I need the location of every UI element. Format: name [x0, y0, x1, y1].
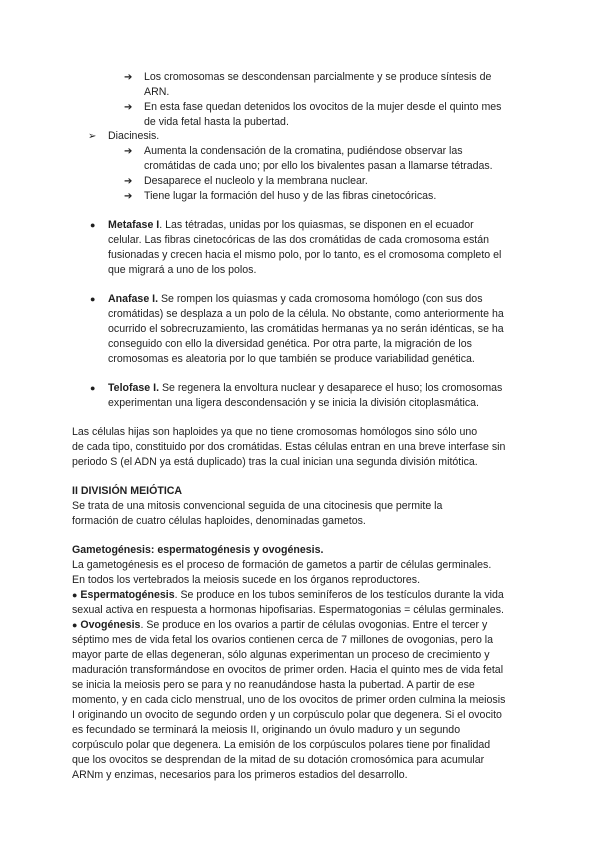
term-bold: Telofase I.	[108, 382, 160, 394]
paragraph-line: La gametogénesis es el proceso de formación de gametos a partir de células germinales.	[72, 559, 492, 571]
paragraph-line: formación de cuatro células haploides, denominadas gametos.	[72, 515, 366, 527]
list-item-text: Tiene lugar la formación del huso y de las fibras cinetocóricas.	[144, 190, 437, 202]
list-item-text: cromátidas de cada uno; por ello los bivalentes pasan a llamarse tétradas.	[144, 160, 493, 172]
paragraph-line: I originando un ovocito de segundo orden y un corpúsculo polar que degenera. Si el ovocito	[72, 709, 502, 721]
paragraph-line: séptimo mes de vida fetal los ovarios contienen cerca de 7 millones de ovogonias, pero la	[72, 634, 494, 646]
round-bullet-icon: ●	[90, 383, 96, 393]
paragraph-line: conseguido con ello la diversidad genética. Por otra parte, la migración de los	[108, 338, 472, 350]
list-item-text: de vida fetal hasta la pubertad.	[144, 116, 289, 128]
paragraph-line: Anafase I. Se rompen los quiasmas y cada cromosoma homólogo (con sus dos	[108, 293, 483, 305]
arrow-bullet-icon: ➔	[124, 176, 133, 187]
list-item-text: Desaparece el nucleolo y la membrana nuclear.	[144, 175, 368, 187]
paragraph-line: es fecundado se terminará la meiosis II, originando un óvulo maduro y un segundo	[72, 724, 461, 736]
round-bullet-icon: ●	[90, 294, 96, 304]
paragraph-line: experimentan una ligera descondensación y se inicia la división citoplasmática.	[108, 397, 479, 409]
paragraph-line: Las células hijas son haploides ya que no tiene cromosomas homólogos sino sólo uno	[72, 426, 478, 438]
paragraph-line: Metafase I. Las tétradas, unidas por los quiasmas, se disponen en el ecuador	[108, 219, 474, 231]
list-item-text: Aumenta la condensación de la cromatina, pudiéndose observar las	[144, 145, 463, 157]
round-bullet-icon: ●	[72, 590, 78, 600]
paragraph-line: corpúsculo polar que degenera. La emisión de los corpúsculos polares tiene por finalidad	[72, 739, 491, 751]
list-item-text: ARN.	[144, 86, 170, 98]
paragraph-line: de cada tipo, constituido por dos cromátidas. Estas células entran en una breve interfase sin	[72, 441, 506, 453]
round-bullet-icon: ●	[90, 220, 96, 230]
paragraph-line: periodo S (el ADN ya está duplicado) tras la cual inician una segunda división mitótica.	[72, 456, 478, 468]
paragraph-line: En todos los vertebrados la meiosis sucede en los órganos reproductores.	[72, 574, 421, 586]
arrow-bullet-icon: ➔	[124, 146, 133, 157]
paragraph-line: se inicia la meiosis pero se para y no reanudándose hasta la pubertad. A partir de ese	[72, 679, 475, 691]
paragraph-line: cromátidas) se desplaza a un polo de la célula. No obstante, como anteriormente ha	[108, 308, 504, 320]
paragraph-line: Se trata de una mitosis convencional seguida de una citocinesis que permite la	[72, 500, 443, 512]
term-bold: Metafase I	[108, 219, 160, 231]
chevron-bullet-icon: ➢	[88, 131, 97, 142]
term-bold: Anafase I.	[108, 293, 159, 305]
paragraph-line: cromosomas es aleatoria por lo que también se produce variabilidad genética.	[108, 353, 475, 365]
arrow-bullet-icon: ➔	[124, 72, 133, 83]
arrow-bullet-icon: ➔	[124, 102, 133, 113]
paragraph-line: ocurrido el sobrecruzamiento, las cromátidas hermanas ya no serán idénticas, se ha	[108, 323, 504, 335]
paragraph-line: que los ovocitos se desprendan de la mitad de su dotación cromosómica para acumular	[72, 754, 485, 766]
paragraph-line: maduración transformándose en ovocitos de primer orden. Hacia el quinto mes de vida fetal	[72, 664, 504, 676]
term-bold: Espermatogénesis	[80, 589, 175, 601]
term-bold: Ovogénesis	[80, 619, 141, 631]
list-item-text: Los cromosomas se descondensan parcialmente y se produce síntesis de	[144, 71, 492, 83]
subsection-title: Diacinesis.	[108, 130, 160, 142]
paragraph-line: Telofase I. Se regenera la envoltura nuclear y desaparece el huso; los cromosomas	[108, 382, 503, 394]
paragraph-line: que migrará a uno de los polos.	[108, 264, 257, 276]
paragraph-line: ● Ovogénesis. Se produce en los ovarios a partir de células ovogonias. Entre el tercer y	[72, 619, 488, 631]
paragraph-line: celular. Las fibras cinetocóricas de las dos cromátidas de cada cromosoma están	[108, 234, 489, 246]
list-item-text: En esta fase quedan detenidos los ovocitos de la mujer desde el quinto mes	[144, 101, 502, 113]
section-heading: II DIVISIÓN MEIÓTICA	[72, 485, 183, 497]
paragraph-line: momento, y en cada ciclo menstrual, uno de los ovocitos de primer orden culmina la meiosis	[72, 694, 506, 706]
paragraph-line: fusionadas y crecen hacia el mismo polo, por lo tanto, es el cromosoma completo el	[108, 249, 502, 261]
paragraph-line: ● Espermatogénesis. Se produce en los tubos seminíferos de los testículos durante la vida	[72, 589, 504, 601]
paragraph-line: sexual activa en respuesta a hormonas hipofisarias. Espermatogonias = células germinales.	[72, 604, 504, 616]
paragraph-line: mayor parte de ellas degeneran, sólo algunas experimentan un proceso de crecimiento y	[72, 649, 490, 661]
arrow-bullet-icon: ➔	[124, 191, 133, 202]
section-heading: Gametogénesis: espermatogénesis y ovogénesis.	[72, 544, 324, 556]
round-bullet-icon: ●	[72, 620, 78, 630]
paragraph-line: ARNm y enzimas, necesarios para los primeros estadios del desarrollo.	[72, 769, 408, 781]
